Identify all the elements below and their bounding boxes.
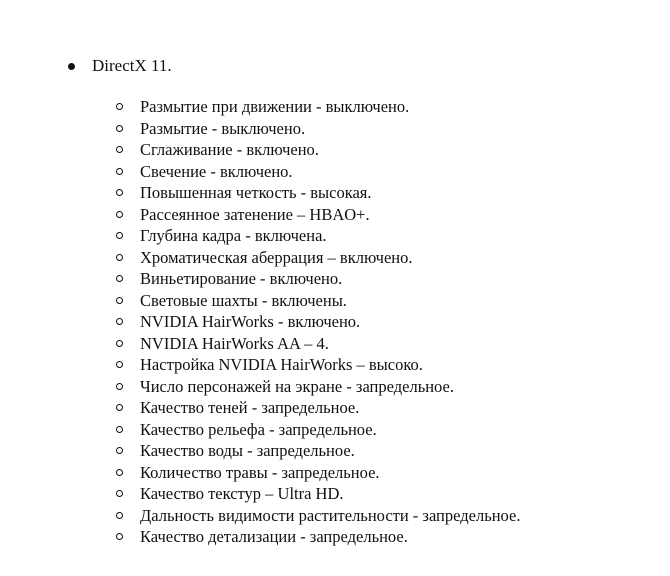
sublist-item — [114, 225, 520, 247]
sublist-item-label: Число персонажей на экране - запредельное. — [140, 376, 454, 396]
sublist-item-label: Настройка NVIDIA HairWorks – высоко. — [140, 355, 423, 374]
circle-bullet-icon — [116, 103, 123, 110]
circle-bullet-icon — [116, 426, 123, 433]
sublist-item-label: Качество теней - запредельное. — [140, 398, 360, 417]
sublist-item-label: Хроматическая аберрация – включено. — [140, 247, 413, 267]
sublist-item-label: Качество рельефа - запредельное. — [140, 419, 377, 439]
sublist-item — [114, 333, 520, 355]
circle-bullet-icon — [116, 318, 123, 325]
sublist-item — [114, 419, 520, 441]
circle-bullet-icon — [116, 168, 123, 175]
sublist-item — [114, 268, 520, 290]
sublist-item — [114, 161, 520, 183]
sublist-item-label: Сглаживание - включено. — [140, 140, 319, 159]
circle-bullet-icon — [116, 340, 123, 347]
sublist-item — [114, 440, 520, 462]
sublist-item-label: Количество травы - запредельное. — [140, 462, 380, 482]
sublist-item-label: Качество детализации - запредельное. — [140, 527, 408, 546]
circle-bullet-icon — [116, 533, 123, 540]
circle-bullet-icon — [116, 189, 123, 196]
sublist-item — [114, 354, 520, 376]
circle-bullet-icon — [116, 512, 123, 519]
circle-bullet-icon — [116, 125, 123, 132]
circle-bullet-icon — [116, 404, 123, 411]
sublist-item-label: Размытие при движении - выключено. — [140, 97, 410, 116]
sublist-item-label: Качество текстур – Ultra HD. — [140, 484, 344, 503]
sublist-item — [114, 182, 520, 204]
circle-bullet-icon — [116, 211, 123, 218]
circle-bullet-icon — [116, 232, 123, 239]
sublist-item-label: Качество воды - запредельное. — [140, 441, 355, 460]
sublist-item-label: NVIDIA HairWorks - включено. — [140, 312, 361, 331]
sublist-item-label: Размытие - выключено. — [140, 118, 306, 138]
sublist-item — [114, 376, 520, 398]
sublist-item — [114, 526, 520, 548]
circle-bullet-icon — [116, 146, 123, 153]
sublist-item — [114, 483, 520, 505]
sublist-item — [114, 204, 520, 226]
sublist-item-label: Дальность видимости растительности - запредельное. — [140, 505, 521, 525]
sublist-item — [114, 462, 520, 484]
circle-bullet-icon — [116, 490, 123, 497]
sublist-item-label: NVIDIA HairWorks AA – 4. — [140, 333, 329, 353]
circle-bullet-icon — [116, 383, 123, 390]
sublist-item — [114, 290, 520, 312]
sublist-item — [114, 247, 520, 269]
sublist-item — [114, 397, 520, 419]
circle-bullet-icon — [116, 297, 123, 304]
sublist-item-label: Глубина кадра - включена. — [140, 226, 327, 245]
circle-bullet-icon — [116, 447, 123, 454]
sublist-item — [114, 311, 520, 333]
bullet-icon — [68, 63, 75, 70]
circle-bullet-icon — [116, 469, 123, 476]
sublist-item — [114, 139, 520, 161]
circle-bullet-icon — [116, 361, 123, 368]
sublist-item — [114, 505, 520, 527]
circle-bullet-icon — [116, 254, 123, 261]
circle-bullet-icon — [116, 275, 123, 282]
sublist-item — [114, 118, 520, 140]
sublist-item-label: Повышенная четкость - высокая. — [140, 183, 372, 202]
sublist-item-label: Виньетирование - включено. — [140, 269, 343, 288]
sublist-item-label: Рассеянное затенение – HBAO+. — [140, 204, 370, 224]
sublist-item-label: Световые шахты - включены. — [140, 290, 347, 310]
list-item-directx — [66, 55, 172, 77]
settings-sublist — [114, 96, 520, 548]
sublist-item — [114, 96, 520, 118]
list-item-label: DirectX 11. — [92, 56, 172, 75]
sublist-item-label: Свечение - включено. — [140, 161, 293, 181]
